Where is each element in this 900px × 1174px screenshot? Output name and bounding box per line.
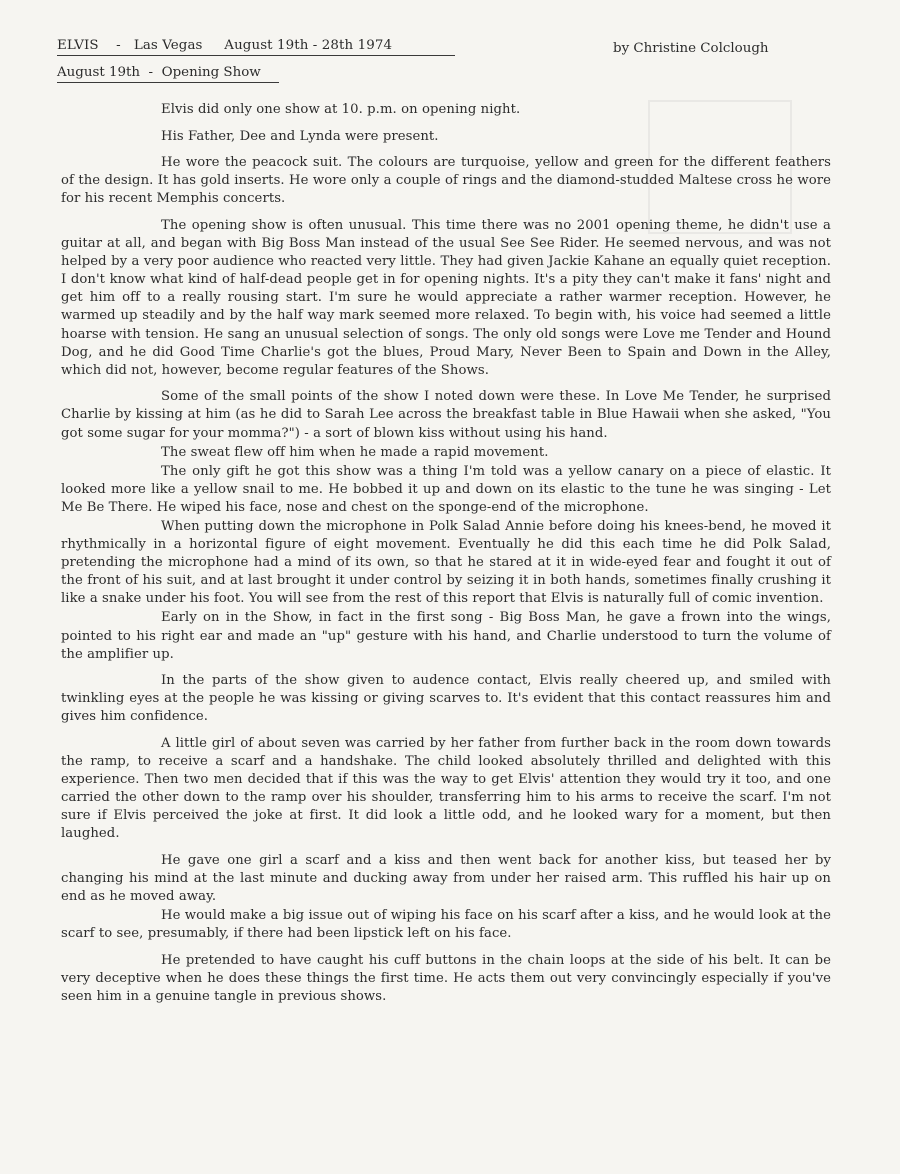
document-header: ELVIS - Las Vegas August 19th - 28th 1974 <box>57 38 393 53</box>
author-byline: by Christine Colclough <box>613 41 769 56</box>
paragraph: He pretended to have caught his cuff buttons in the chain loops at the side of his belt. It can be very deceptive when he does these things the first time. He acts them out very convincingly especially if you've seen him in a genuine tangle in previous shows. <box>61 953 831 1005</box>
header-underline <box>57 55 455 56</box>
section-subheading: August 19th - Opening Show <box>57 65 261 80</box>
subheading-underline <box>57 82 279 83</box>
paragraph: The opening show is often unusual. This time there was no 2001 opening theme, he didn't use a guitar at all, and began with Big Boss Man instead of the usual See See Rider. He seemed nervous, and was not helped by a very poor audience who reacted very little. They had given Jackie Kahane an equally quiet reception. I don't know what kind of half-dead people get in for opening nights. It's a pity they can't make it fans' night and get him off to a really rousing start. I'm sure he would appreciate a rather warmer reception. However, he warmed up steadily and by the half way mark seemed more relaxed. To begin with, his voice had seemed a little hoarse with tension. He sang an unusual selection of songs. The only old songs were Love me Tender and Hound Dog, and he did Good Time Charlie's got the blues, Proud Mary, Never Been to Spain and Down in the Alley, which did not, however, become regular features of the Shows. <box>61 217 831 378</box>
paragraph: When putting down the microphone in Polk Salad Annie before doing his knees-bend, he moved it rhythmically in a horizontal figure of eight movement. Eventually he did this each time he did Polk Salad, pretending the microphone had a mind of its own, so that he stared at it in wide-eyed fear and fought it out of the front of his suit, and at last brought it under control by seizing it in both hands, sometimes finally crushing it like a snake under his foot. You will see from the rest of this report that Elvis is naturally full of comic invention. <box>61 518 831 607</box>
paragraph: He gave one girl a scarf and a kiss and then went back for another kiss, but teased her by changing his mind at the last minute and ducking away from under her raised arm. This ruffled his hair up on end as he moved away. <box>61 853 831 905</box>
paragraph: A little girl of about seven was carried by her father from further back in the room down towards the ramp, to receive a scarf and a handshake. The child looked absolutely thrilled and delighted with this experience. Then two men decided that if this was the way to get Elvis' attention they would try it too, and one carried the other down to the ramp over his shoulder, transferring him to his arms to receive the scarf. I'm not sure if Elvis perceived the joke at first. It did look a little odd, and he looked wary for a moment, but then laughed. <box>61 736 831 842</box>
paragraph: The only gift he got this show was a thing I'm told was a yellow canary on a piece of elastic. It looked more like a yellow snail to me. He bobbed it up and down on its elastic to the tune he was singing - Let Me Be There. He wiped his face, nose and chest on the sponge-end of the microphone. <box>61 463 831 515</box>
paragraph: In the parts of the show given to audence contact, Elvis really cheered up, and smiled with twinkling eyes at the people he was kissing or giving scarves to. It's evident that this contact reassures him and gives him confidence. <box>61 673 831 725</box>
paragraph: Some of the small points of the show I noted down were these. In Love Me Tender, he surprised Charlie by kissing at him (as he did to Sarah Lee across the breakfast table in Blue Hawaii when she asked, "You got some sugar for your momma?") - a sort of blown kiss without using his hand. <box>61 389 831 441</box>
paragraph: The sweat flew off him when he made a rapid movement. <box>161 444 549 460</box>
paragraph: He would make a big issue out of wiping his face on his scarf after a kiss, and he would look at the scarf to see, presumably, if there had been lipstick left on his face. <box>61 908 831 942</box>
paragraph: He wore the peacock suit. The colours are turquoise, yellow and green for the different feathers of the design. It has gold inserts. He wore only a couple of rings and the diamond-studded Maltese cross he wore for his recent Memphis concerts. <box>61 155 831 207</box>
paragraph: Early on in the Show, in fact in the first song - Big Boss Man, he gave a frown into the wings, pointed to his right ear and made an "up" gesture with his hand, and Charlie understood to turn the volume of the amplifier up. <box>61 610 831 662</box>
report-body <box>61 101 831 1015</box>
paragraph: His Father, Dee and Lynda were present. <box>161 128 439 144</box>
paragraph: Elvis did only one show at 10. p.m. on opening night. <box>161 102 521 117</box>
